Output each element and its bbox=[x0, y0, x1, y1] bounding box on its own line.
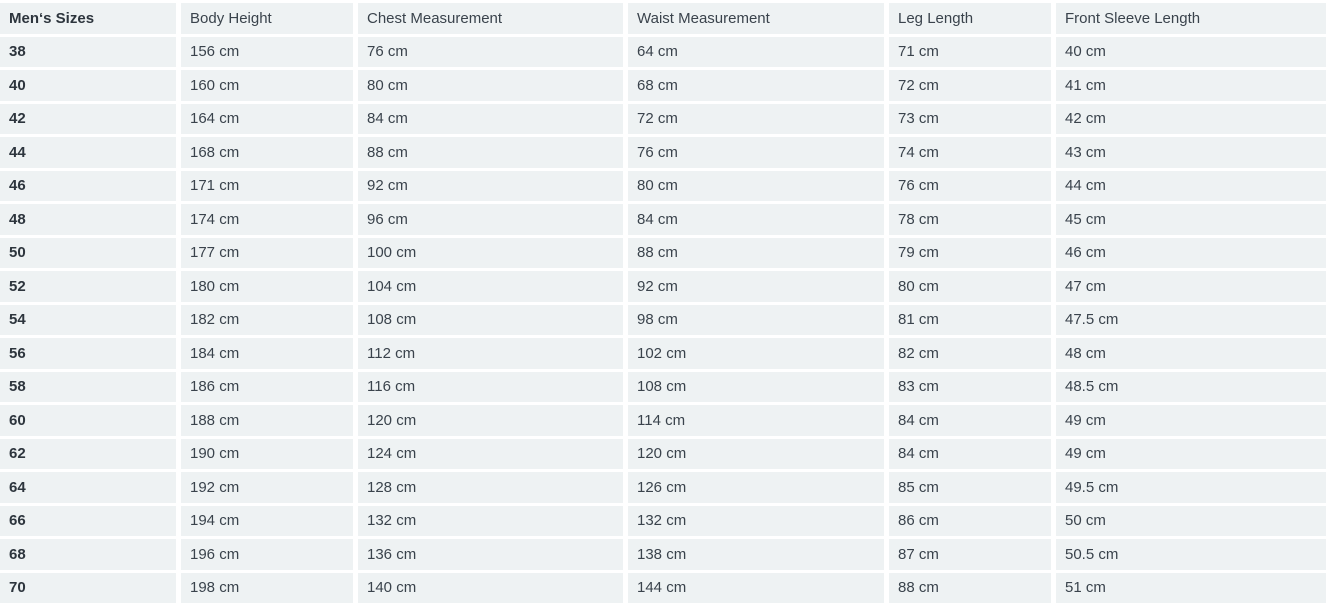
waist-cell: 144 cm bbox=[628, 573, 884, 604]
chest-cell: 92 cm bbox=[358, 171, 623, 202]
body-height-cell: 188 cm bbox=[181, 405, 353, 436]
leg-length-cell: 87 cm bbox=[889, 539, 1051, 570]
chest-cell: 88 cm bbox=[358, 137, 623, 168]
chest-cell: 104 cm bbox=[358, 271, 623, 302]
leg-length-cell: 82 cm bbox=[889, 338, 1051, 369]
column-header-waist-measurement: Waist Measurement bbox=[628, 3, 884, 34]
size-cell: 50 bbox=[0, 238, 176, 269]
sleeve-cell: 47 cm bbox=[1056, 271, 1326, 302]
sleeve-cell: 44 cm bbox=[1056, 171, 1326, 202]
size-cell: 46 bbox=[0, 171, 176, 202]
size-cell: 40 bbox=[0, 70, 176, 101]
chest-cell: 100 cm bbox=[358, 238, 623, 269]
column-header-leg-length: Leg Length bbox=[889, 3, 1051, 34]
chest-cell: 132 cm bbox=[358, 506, 623, 537]
size-cell: 70 bbox=[0, 573, 176, 604]
sleeve-cell: 50 cm bbox=[1056, 506, 1326, 537]
column-header-mens-sizes: Men‘s Sizes bbox=[0, 3, 176, 34]
waist-cell: 114 cm bbox=[628, 405, 884, 436]
column-header-chest-measurement: Chest Measurement bbox=[358, 3, 623, 34]
waist-cell: 98 cm bbox=[628, 305, 884, 336]
waist-cell: 120 cm bbox=[628, 439, 884, 470]
size-cell: 38 bbox=[0, 37, 176, 68]
sleeve-cell: 48.5 cm bbox=[1056, 372, 1326, 403]
size-cell: 42 bbox=[0, 104, 176, 135]
chest-cell: 84 cm bbox=[358, 104, 623, 135]
sleeve-cell: 43 cm bbox=[1056, 137, 1326, 168]
waist-cell: 88 cm bbox=[628, 238, 884, 269]
waist-cell: 102 cm bbox=[628, 338, 884, 369]
leg-length-cell: 86 cm bbox=[889, 506, 1051, 537]
chest-cell: 116 cm bbox=[358, 372, 623, 403]
leg-length-cell: 79 cm bbox=[889, 238, 1051, 269]
chest-cell: 120 cm bbox=[358, 405, 623, 436]
waist-cell: 84 cm bbox=[628, 204, 884, 235]
leg-length-cell: 71 cm bbox=[889, 37, 1051, 68]
body-height-cell: 180 cm bbox=[181, 271, 353, 302]
body-height-cell: 171 cm bbox=[181, 171, 353, 202]
leg-length-cell: 81 cm bbox=[889, 305, 1051, 336]
size-cell: 48 bbox=[0, 204, 176, 235]
waist-cell: 108 cm bbox=[628, 372, 884, 403]
chest-cell: 136 cm bbox=[358, 539, 623, 570]
sleeve-cell: 50.5 cm bbox=[1056, 539, 1326, 570]
waist-cell: 68 cm bbox=[628, 70, 884, 101]
sleeve-cell: 51 cm bbox=[1056, 573, 1326, 604]
body-height-cell: 196 cm bbox=[181, 539, 353, 570]
body-height-cell: 190 cm bbox=[181, 439, 353, 470]
sleeve-cell: 47.5 cm bbox=[1056, 305, 1326, 336]
size-cell: 52 bbox=[0, 271, 176, 302]
leg-length-cell: 72 cm bbox=[889, 70, 1051, 101]
sleeve-cell: 49.5 cm bbox=[1056, 472, 1326, 503]
size-cell: 56 bbox=[0, 338, 176, 369]
sleeve-cell: 49 cm bbox=[1056, 405, 1326, 436]
leg-length-cell: 88 cm bbox=[889, 573, 1051, 604]
body-height-cell: 177 cm bbox=[181, 238, 353, 269]
leg-length-cell: 73 cm bbox=[889, 104, 1051, 135]
size-cell: 66 bbox=[0, 506, 176, 537]
body-height-cell: 184 cm bbox=[181, 338, 353, 369]
sleeve-cell: 40 cm bbox=[1056, 37, 1326, 68]
column-header-front-sleeve-length: Front Sleeve Length bbox=[1056, 3, 1326, 34]
chest-cell: 112 cm bbox=[358, 338, 623, 369]
body-height-cell: 192 cm bbox=[181, 472, 353, 503]
size-cell: 54 bbox=[0, 305, 176, 336]
leg-length-cell: 80 cm bbox=[889, 271, 1051, 302]
body-height-cell: 182 cm bbox=[181, 305, 353, 336]
leg-length-cell: 85 cm bbox=[889, 472, 1051, 503]
sleeve-cell: 49 cm bbox=[1056, 439, 1326, 470]
leg-length-cell: 76 cm bbox=[889, 171, 1051, 202]
waist-cell: 72 cm bbox=[628, 104, 884, 135]
body-height-cell: 198 cm bbox=[181, 573, 353, 604]
size-cell: 68 bbox=[0, 539, 176, 570]
waist-cell: 132 cm bbox=[628, 506, 884, 537]
size-cell: 64 bbox=[0, 472, 176, 503]
sleeve-cell: 46 cm bbox=[1056, 238, 1326, 269]
chest-cell: 140 cm bbox=[358, 573, 623, 604]
chest-cell: 96 cm bbox=[358, 204, 623, 235]
body-height-cell: 194 cm bbox=[181, 506, 353, 537]
size-cell: 44 bbox=[0, 137, 176, 168]
column-header-body-height: Body Height bbox=[181, 3, 353, 34]
chest-cell: 124 cm bbox=[358, 439, 623, 470]
size-cell: 60 bbox=[0, 405, 176, 436]
chest-cell: 80 cm bbox=[358, 70, 623, 101]
body-height-cell: 174 cm bbox=[181, 204, 353, 235]
waist-cell: 76 cm bbox=[628, 137, 884, 168]
sleeve-cell: 42 cm bbox=[1056, 104, 1326, 135]
chest-cell: 76 cm bbox=[358, 37, 623, 68]
sleeve-cell: 41 cm bbox=[1056, 70, 1326, 101]
chest-cell: 128 cm bbox=[358, 472, 623, 503]
body-height-cell: 156 cm bbox=[181, 37, 353, 68]
sleeve-cell: 45 cm bbox=[1056, 204, 1326, 235]
body-height-cell: 160 cm bbox=[181, 70, 353, 101]
leg-length-cell: 78 cm bbox=[889, 204, 1051, 235]
waist-cell: 92 cm bbox=[628, 271, 884, 302]
leg-length-cell: 84 cm bbox=[889, 439, 1051, 470]
waist-cell: 138 cm bbox=[628, 539, 884, 570]
body-height-cell: 168 cm bbox=[181, 137, 353, 168]
leg-length-cell: 84 cm bbox=[889, 405, 1051, 436]
chest-cell: 108 cm bbox=[358, 305, 623, 336]
sleeve-cell: 48 cm bbox=[1056, 338, 1326, 369]
waist-cell: 80 cm bbox=[628, 171, 884, 202]
waist-cell: 126 cm bbox=[628, 472, 884, 503]
waist-cell: 64 cm bbox=[628, 37, 884, 68]
body-height-cell: 164 cm bbox=[181, 104, 353, 135]
body-height-cell: 186 cm bbox=[181, 372, 353, 403]
leg-length-cell: 74 cm bbox=[889, 137, 1051, 168]
leg-length-cell: 83 cm bbox=[889, 372, 1051, 403]
size-cell: 58 bbox=[0, 372, 176, 403]
size-cell: 62 bbox=[0, 439, 176, 470]
